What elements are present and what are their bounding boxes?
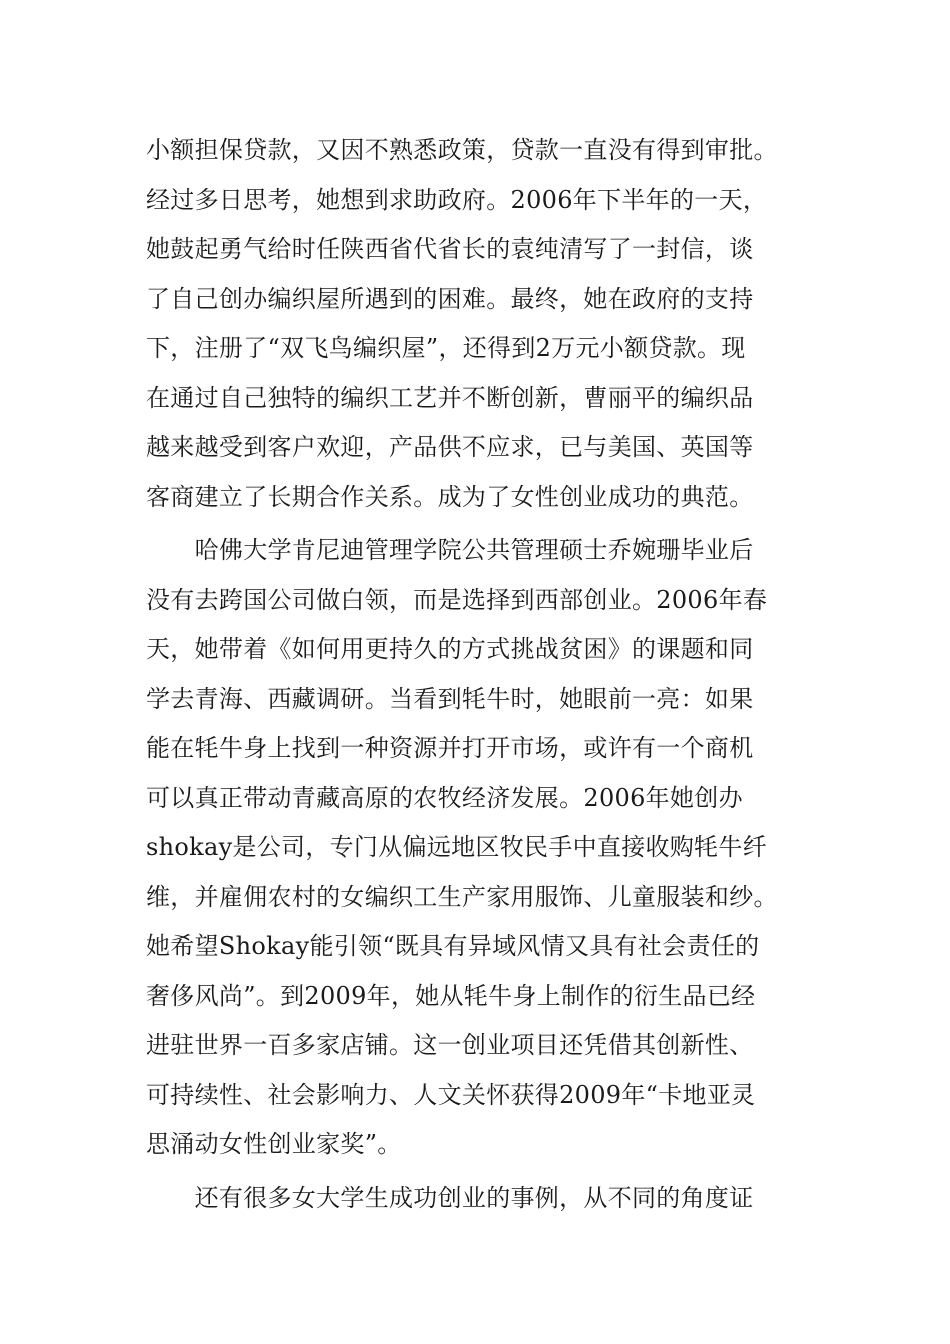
text-line: 下，注册了“双飞鸟编织屋”，还得到2万元小额贷款。现: [146, 334, 746, 362]
text-line: 经过多日思考，她想到求助政府。2006年下半年的一天，: [146, 185, 768, 214]
text-line: 没有去跨国公司做白领，而是选择到西部创业。2006年春: [146, 585, 768, 614]
text-line: shokay是公司，专门从偏远地区牧民手中直接收购牦牛纤: [146, 833, 768, 861]
paragraph-1: [146, 126, 816, 522]
text-line: 还有很多女大学生成功创业的事例，从不同的角度证: [146, 1183, 754, 1212]
text-line: 了自己创办编织屋所遇到的困难。最终，她在政府的支持: [146, 284, 754, 313]
text-line: 可以真正带动青藏高原的农牧经济发展。2006年她创办: [146, 783, 743, 812]
text-line: 客商建立了长期合作关系。成为了女性创业成功的典范。: [146, 482, 754, 511]
text-line: 能在牦牛身上找到一种资源并打开市场，或许有一个商机: [146, 734, 754, 762]
text-line: 进驻世界一百多家店铺。这一创业项目还凭借其创新性、: [146, 1031, 754, 1059]
text-line: 她鼓起勇气给时任陕西省代省长的袁纯清写了一封信，谈: [146, 235, 754, 263]
text-line: 奢侈风尚”。到2009年，她从牦牛身上制作的衍生品已经: [146, 981, 756, 1010]
text-line: 思涌动女性创业家奖”。: [146, 1130, 402, 1158]
text-line: 维，并雇佣农村的女编织工生产家用服饰、儿童服装和纱。: [146, 882, 778, 911]
body-text: [146, 126, 816, 1223]
text-line: 天，她带着《如何用更持久的方式挑战贫困》的课题和同: [146, 635, 754, 663]
text-line: 她希望Shokay能引领“既具有异域风情又具有社会责任的: [146, 932, 760, 960]
text-line: 在通过自己独特的编织工艺并不断创新，曹丽平的编织品: [146, 383, 754, 412]
text-line: 哈佛大学肯尼迪管理学院公共管理硕士乔婉珊毕业后: [146, 536, 754, 564]
text-line: 学去青海、西藏调研。当看到牦牛时，她眼前一亮：如果: [146, 684, 754, 713]
text-line: 小额担保贷款，又因不熟悉政策，贷款一直没有得到审批。: [146, 136, 778, 164]
paragraph-2: [146, 526, 816, 1170]
paragraph-3: [146, 1174, 816, 1224]
text-line: 越来越受到客户欢迎，产品供不应求，已与美国、英国等: [146, 433, 754, 461]
text-line: 可持续性、社会影响力、人文关怀获得2009年“卡地亚灵: [146, 1080, 756, 1109]
